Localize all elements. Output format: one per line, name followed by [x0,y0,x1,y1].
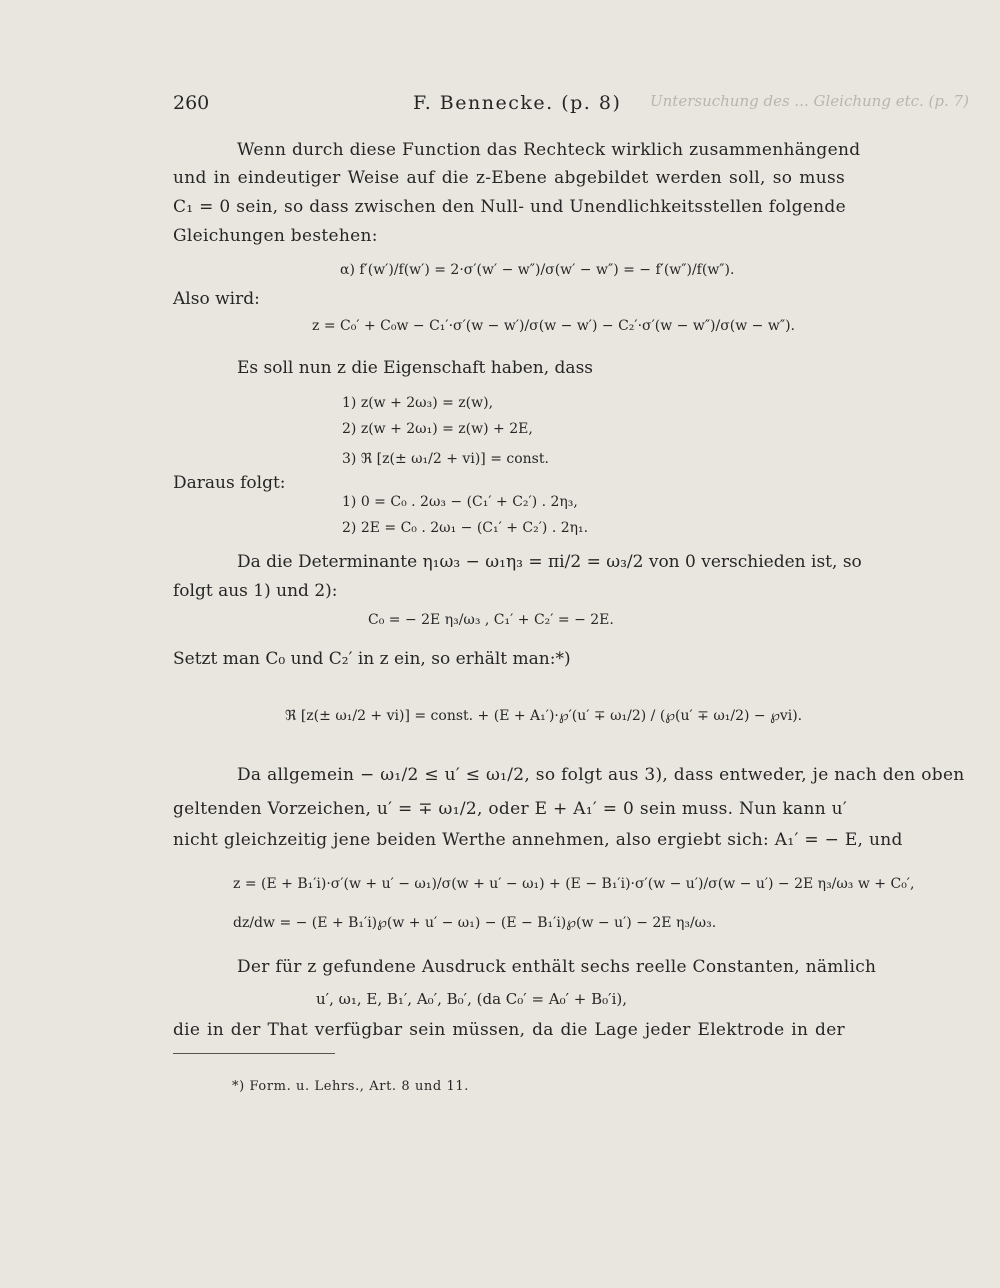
equation-alpha: α) f′(w′)/f(w′) = 2·σ′(w′ − w″)/σ(w′ − w″) = − f′(w″)/f(w″). [340,262,735,278]
result-1: 1) 0 = C₀ . 2ω₃ − (C₁′ + C₂′) . 2η₃, [342,494,578,510]
body-line: C₁ = 0 sein, so dass zwischen den Null- und Unendlichkeitsstellen folgende [173,197,846,217]
condition-3: 3) ℜ [z(± ω₁/2 + vi)] = const. [342,451,549,467]
body-line: Setzt man C₀ und C₂′ in z ein, so erhält man:*) [173,649,571,669]
body-line: geltenden Vorzeichen, u′ = ∓ ω₁/2, oder E + A₁′ = 0 sein muss. Nun kann u′ [173,799,848,819]
bleed-through-text: Untersuchung des ... Gleichung etc. (p. 7) [650,92,969,110]
equation-real-part: ℜ [z(± ω₁/2 + vi)] = const. + (E + A₁′)·℘′(u′ ∓ ω₁/2) / (℘(u′ ∓ ω₁/2) − ℘vi). [285,708,803,724]
result-2: 2) 2E = C₀ . 2ω₁ − (C₁′ + C₂′) . 2η₁. [342,520,589,536]
equation-c0: C₀ = − 2E η₃/ω₃ , C₁′ + C₂′ = − 2E. [368,612,614,628]
body-line: die in der That verfügbar sein müssen, da die Lage jeder Elektrode in der [173,1020,845,1040]
label-daraus-folgt: Daraus folgt: [173,473,286,493]
running-title: F. Bennecke. (p. 8) [413,92,622,114]
body-line: nicht gleichzeitig jene beiden Werthe annehmen, also ergiebt sich: A₁′ = − E, und [173,830,903,850]
body-line: Wenn durch diese Function das Rechteck wirklich zusammenhängend [237,140,861,160]
condition-2: 2) z(w + 2ω₁) = z(w) + 2E, [342,421,533,437]
equation-dz-dw: dz/dw = − (E + B₁′i)℘(w + u′ − ω₁) − (E − B₁′i)℘(w − u′) − 2E η₃/ω₃. [233,915,717,931]
body-line: Da die Determinante η₁ω₃ − ω₁η₃ = πi/2 = ω₃/2 von 0 verschieden ist, so [237,552,862,572]
condition-1: 1) z(w + 2ω₃) = z(w), [342,395,494,411]
body-line: folgt aus 1) und 2): [173,581,338,601]
footnote-rule [173,1053,335,1054]
label-also-wird: Also wird: [173,289,260,309]
constants-list: u′, ω₁, E, B₁′, A₀′, B₀′, (da C₀′ = A₀′ + B₀′i), [316,990,627,1008]
page-number: 260 [173,92,210,114]
body-line: Der für z gefundene Ausdruck enthält sechs reelle Constanten, nämlich [237,957,877,977]
body-line: Es soll nun z die Eigenschaft haben, dass [237,358,594,378]
body-line: Da allgemein − ω₁/2 ≤ u′ ≤ ω₁/2, so folgt aus 3), dass entweder, je nach den oben [237,765,965,785]
body-line: und in eindeutiger Weise auf die z-Ebene abgebildet werden soll, so muss [173,168,845,188]
footnote: *) Form. u. Lehrs., Art. 8 und 11. [232,1079,470,1094]
equation-z: z = C₀′ + C₀w − C₁′·σ′(w − w′)/σ(w − w′) − C₂′·σ′(w − w″)/σ(w − w″). [312,318,795,334]
equation-z-final: z = (E + B₁′i)·σ′(w + u′ − ω₁)/σ(w + u′ − ω₁) + (E − B₁′i)·σ′(w − u′)/σ(w − u′) − 2E η₃/ω₃ w + C₀′, [233,876,915,892]
body-line: Gleichungen bestehen: [173,226,378,246]
